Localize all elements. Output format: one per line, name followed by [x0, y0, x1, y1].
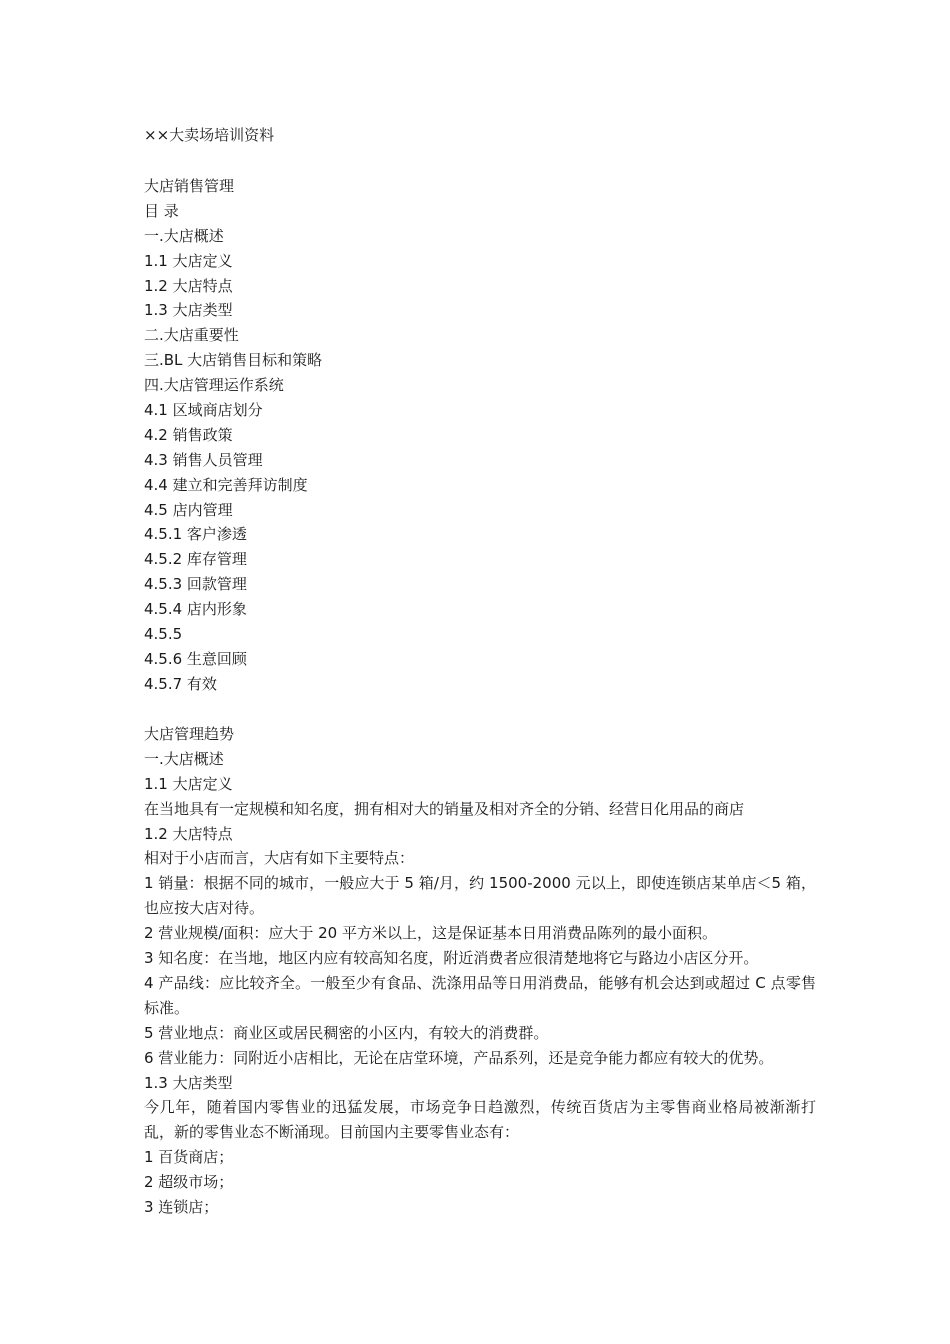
- paragraph: 6 营业能力：同附近小店相比，无论在店堂环境，产品系列，还是竞争能力都应有较大的优势。: [144, 1048, 774, 1067]
- paragraph: 今几年，随着国内零售业的迅猛发展，市场竞争日趋激烈，传统百货店为主零售商业格局被渐渐打乱，新的零售业态不断涌现。目前国内主要零售业态有：: [144, 1098, 816, 1142]
- toc-line: 4.5.1 客户渗透: [144, 525, 247, 544]
- toc-line: 4.2 销售政策: [144, 425, 233, 444]
- toc-line: 三.BL 大店销售目标和策略: [144, 351, 323, 370]
- section-heading: 一.大店概述: [144, 749, 224, 768]
- toc-line: 4.3 销售人员管理: [144, 450, 263, 469]
- paragraph: 1 销量：根据不同的城市，一般应大于 5 箱/月，约 1500-2000 元以上，即使连锁店某单店＜5 箱，也应按大店对待。: [144, 874, 816, 918]
- list-item: 3 连锁店；: [144, 1198, 219, 1217]
- paragraph: 在当地具有一定规模和知名度，拥有相对大的销量及相对齐全的分销、经营日化用品的商店: [144, 799, 745, 818]
- toc-line: 目 录: [144, 201, 179, 220]
- toc-line: 4.5 店内管理: [144, 500, 233, 519]
- toc-line: 4.5.3 回款管理: [144, 575, 247, 594]
- toc-line: 4.4 建立和完善拜访制度: [144, 475, 308, 494]
- document-body: [144, 722, 816, 1220]
- paragraph: 2 营业规模/面积：应大于 20 平方米以上，这是保证基本日用消费品陈列的最小面积。: [144, 924, 717, 943]
- subsection-heading: 1.1 大店定义: [144, 774, 233, 793]
- toc-line: 大店销售管理: [144, 177, 235, 195]
- toc-line: 1.2 大店特点: [144, 276, 233, 295]
- subsection-heading: 1.3 大店类型: [144, 1073, 233, 1092]
- toc-line: 二.大店重要性: [144, 326, 239, 345]
- toc-line: 4.5.6 生意回顾: [144, 649, 247, 668]
- toc-line: 4.5.5: [144, 625, 183, 644]
- paragraph: 4 产品线：应比较齐全。一般至少有食品、洗涤用品等日用消费品，能够有机会达到或超过 C 点零售标准。: [144, 973, 816, 1017]
- table-of-contents: [144, 174, 322, 697]
- paragraph: 5 营业地点：商业区或居民稠密的小区内，有较大的消费群。: [144, 1023, 549, 1042]
- toc-line: 1.1 大店定义: [144, 251, 233, 270]
- list-item: 1 百货商店；: [144, 1148, 234, 1167]
- document-title: ××大卖场培训资料: [144, 126, 275, 144]
- toc-line: 四.大店管理运作系统: [144, 376, 284, 395]
- toc-line: 4.5.4 店内形象: [144, 600, 247, 619]
- subsection-heading: 1.2 大店特点: [144, 824, 233, 843]
- toc-line: 4.1 区域商店划分: [144, 401, 263, 420]
- list-item: 2 超级市场；: [144, 1173, 234, 1192]
- toc-line: 1.3 大店类型: [144, 301, 233, 320]
- section-heading: 大店管理趋势: [144, 725, 235, 743]
- paragraph: 相对于小店而言，大店有如下主要特点：: [144, 849, 415, 868]
- toc-line: 4.5.7 有效: [144, 674, 217, 693]
- toc-line: 4.5.2 库存管理: [144, 550, 247, 569]
- toc-line: 一.大店概述: [144, 226, 224, 245]
- paragraph: 3 知名度：在当地，地区内应有较高知名度，附近消费者应很清楚地将它与路边小店区分开。: [144, 949, 759, 968]
